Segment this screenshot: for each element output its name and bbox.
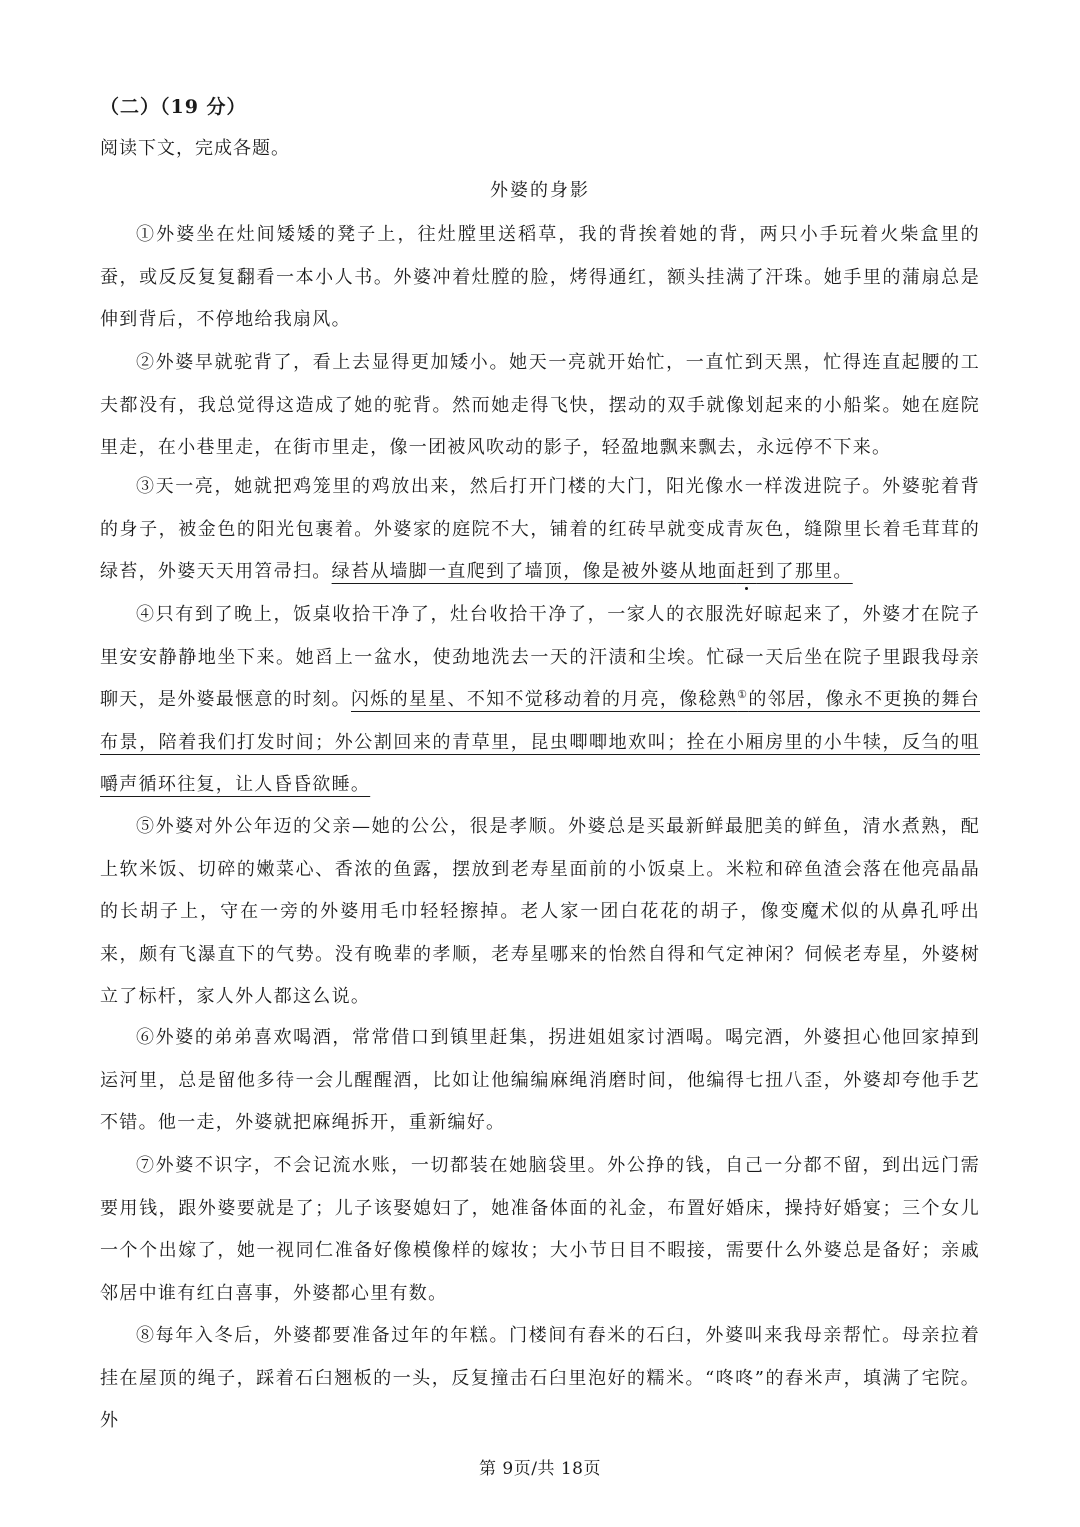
paragraph-7: ⑦外婆不识字，不会记流水账，一切都装在她脑袋里。外公挣的钱，自己一分都不留，到出远门需要用钱，跟外婆要就是了；儿子该娶媳妇了，她准备体面的礼金，布置好婚床，操持好婚宴；三个女儿一个个出嫁了，她一视同仁准备好像模像样的嫁妆；大小节日目不暇接，需要什么外婆总是备好；亲戚邻居中谁有红白喜事，外婆都心里有数。: [100, 1155, 980, 1304]
paragraph-2: ②外婆早就驼背了，看上去显得更加矮小。她天一亮就开始忙，一直忙到天黑，忙得连直起腰的工夫都没有，我总觉得这造成了她的驼背。然而她走得飞快，摆动的双手就像划起来的小船桨。她在庭院里走，在小巷里走，在街市里走，像一团被风吹动的影子，轻盈地飘来飘去，永远停不下来。: [100, 352, 980, 458]
section-heading: （二）（19 分）: [100, 96, 247, 118]
paragraph-1: ①外婆坐在灶间矮矮的凳子上，往灶膛里送稻草，我的背挨着她的背，两只小手玩着火柴盒里的蚕，或反反复复翻看一本小人书。外婆冲着灶膛的脸，烤得通红，额头挂满了汗珠。她手里的蒲扇总是伸到背后，不停地给我扇风。: [100, 224, 980, 330]
paragraph-3: [100, 466, 980, 594]
page-number-footer: 第 9页/共 18页: [479, 1459, 601, 1479]
paragraph-3-text: ③天一亮，她就把鸡笼里的鸡放出来，然后打开门楼的大门，阳光像水一样泼进院子。外婆驼着背的身子，被金色的阳光包裹着。外婆家的庭院不大，铺着的红砖早就变成青灰色，缝隙里长着毛茸茸的绿苔，外婆天天用笤帚扫。: [100, 476, 980, 582]
article-title: 外婆的身影: [490, 180, 590, 201]
paragraph-5: ⑤外婆对外公年迈的父亲—她的公公，很是孝顺。外婆总是买最新鲜最肥美的鲜鱼，清水煮熟，配上软米饭、切碎的嫩菜心、香浓的鱼露，摆放到老寿星面前的小饭桌上。米粒和碎鱼渣会落在他亮晶晶的长胡子上，守在一旁的外婆用毛巾轻轻擦掉。老人家一团白花花的胡子，像变魔术似的从鼻孔呼出来，颇有飞瀑直下的气势。没有晚辈的孝顺，老寿星哪来的怡然自得和气定神闲？伺候老寿星，外婆树立了标杆，家人外人都这么说。: [100, 816, 980, 1007]
underlined-sentence-2-part-a: 闪烁的星星、不知不觉移动着的月亮，像稔熟: [351, 689, 738, 710]
footnote-marker: ①: [737, 688, 749, 701]
underlined-sentence-1-part-a: 绿苔从墙脚一直爬到了墙顶，像是被外婆从地面: [331, 561, 737, 582]
underlined-sentence-2-part-b: 的邻居，像永不更换的舞台布景，陪着我们打发时间；外公割回来的青草里，昆虫唧唧地欢叫；拴在小厢房里的小牛犊，反刍的咀嚼声循环往复，让人昏昏欲睡。: [100, 689, 980, 795]
underlined-sentence-1-part-b: 到了那里。: [756, 561, 853, 582]
paragraph-6: ⑥外婆的弟弟喜欢喝酒，常常借口到镇里赶集，拐进姐姐家讨酒喝。喝完酒，外婆担心他回家掉到运河里，总是留他多待一会儿醒醒酒，比如让他编编麻绳消磨时间，他编得七扭八歪，外婆却夸他手艺不错。他一走，外婆就把麻绳拆开，重新编好。: [100, 1027, 980, 1133]
underlined-sentence-1: [332, 561, 853, 582]
paragraph-4-text: ④只有到了晚上，饭桌收拾干净了，灶台收拾干净了，一家人的衣服洗好晾起来了，外婆才在院子里安安静静地坐下来。她舀上一盆水，使劲地洗去一天的汗渍和尘埃。忙碌一天后坐在院子里跟我母亲聊天，是外婆最惬意的时刻。: [100, 604, 980, 710]
paragraph-8: ⑧每年入冬后，外婆都要准备过年的年糕。门楼间有舂米的石臼，外婆叫来我母亲帮忙。母亲拉着挂在屋顶的绳子，踩着石臼翘板的一头，反复撞击石臼里泡好的糯米。“咚咚”的舂米声，填满了宅院。外: [100, 1325, 980, 1431]
emphasis-dot-char: 赶: [736, 561, 757, 582]
paragraph-4: [100, 594, 980, 807]
reading-instruction: 阅读下文，完成各题。: [100, 138, 290, 159]
